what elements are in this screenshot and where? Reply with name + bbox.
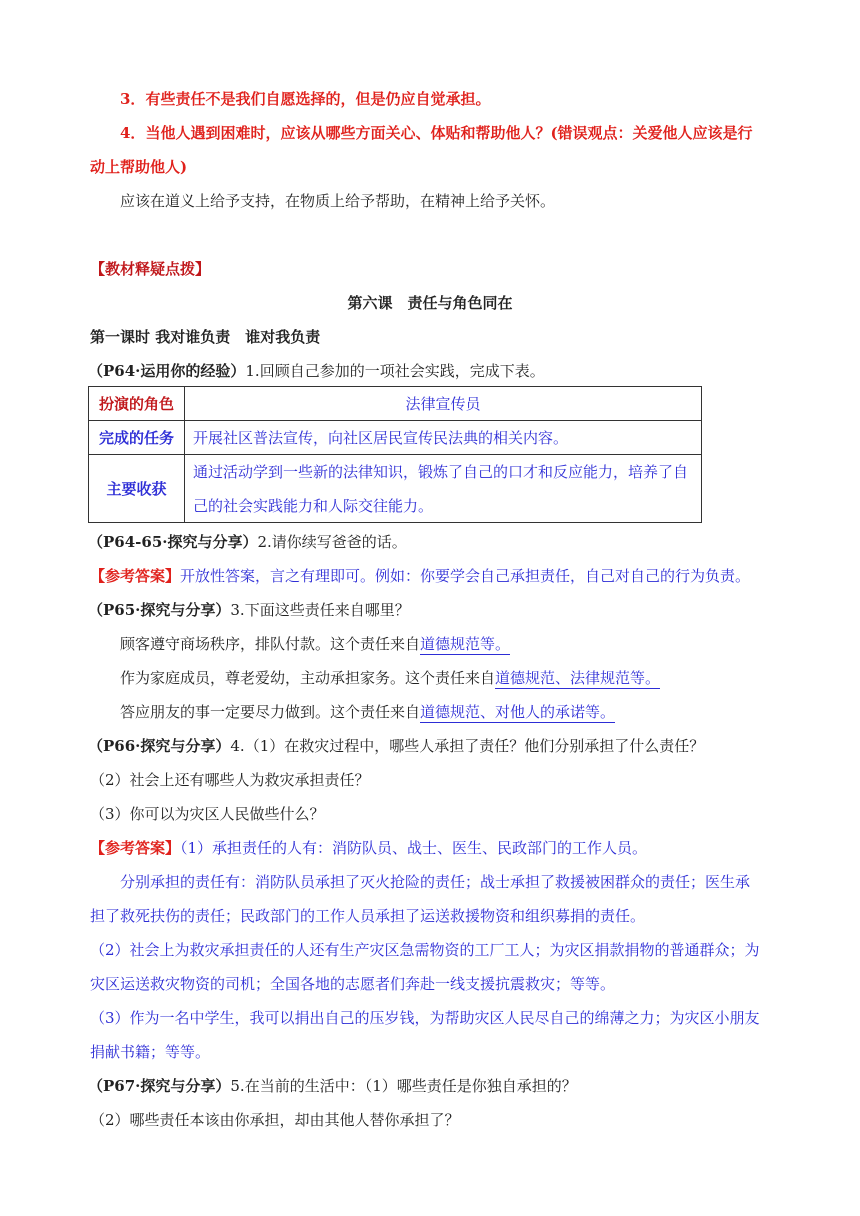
question-4-text-1: 4.（1）在救灾过程中，哪些人承担了责任？他们分别承担了什么责任？: [230, 737, 705, 755]
question-5-text-2: （2）哪些责任本该由你承担，却由其他人替你承担了？: [90, 1111, 460, 1129]
question-4-answer-2-line1: （2）社会上为救灾承担责任的人还有生产灾区急需物资的工厂工人；为灾区捐款捐物的普通群众；为: [90, 941, 760, 959]
point-4-line1: [120, 122, 753, 144]
question-3-text: 3.下面这些责任来自哪里？: [230, 601, 410, 619]
point-3: [120, 88, 490, 110]
question-2-answer: [90, 565, 750, 587]
point-4-number: 4．: [120, 124, 146, 142]
question-3: [88, 599, 410, 621]
question-4-answer-3-line2: 捐献书籍；等等。: [90, 1043, 211, 1061]
question-2-text: 2.请你续写爸爸的话。: [257, 533, 407, 551]
question-3-item-text: 答应朋友的事一定要尽力做到。这个责任来自: [120, 703, 421, 721]
question-4-answer-2-line2: 灾区运送救灾物资的司机；全国各地的志愿者们奔赴一线支援抗震救灾；等等。: [90, 975, 616, 993]
question-4-answer-1-text: （1）承担责任的人有：消防队员、战士、医生、民政部门的工作人员。: [180, 839, 648, 857]
point-3-number: 3．: [120, 90, 146, 108]
question-3-item-text: 顾客遵守商场秩序，排队付款。这个责任来自: [120, 635, 421, 653]
question-4-text-2: （2）社会上还有哪些人为救灾承担责任？: [90, 771, 370, 789]
question-4-text-3: （3）你可以为灾区人民做些什么？: [90, 805, 325, 823]
point-4-text: 当他人遇到困难时，应该从哪些方面关心、体贴和帮助他人？(错误观点：关爱他人应该是行: [145, 124, 753, 142]
answer-label: 【参考答案】: [90, 567, 181, 585]
table-row: [89, 455, 702, 523]
table-value-gain: [185, 455, 702, 523]
table-head-task: 完成的任务: [89, 421, 185, 455]
table-value-gain-line1: 通过活动学到一些新的法律知识，锻炼了自己的口才和反应能力，培养了自: [193, 462, 689, 481]
question-1: [88, 360, 545, 382]
question-5: [88, 1075, 577, 1097]
table-head-role: 扮演的角色: [89, 387, 185, 421]
table-row: [89, 387, 702, 421]
question-3-item-answer: 道德规范、对他人的承诺等。: [420, 703, 616, 721]
table-value-task: 开展社区普法宣传，向社区居民宣传民法典的相关内容。: [185, 421, 702, 455]
question-3-item-3: [120, 701, 615, 723]
question-2-answer-text: 开放性答案，言之有理即可。例如：你要学会自己承担责任，自己对自己的行为负责。: [180, 567, 751, 585]
table-row: [89, 421, 702, 455]
question-3-item-2: [120, 667, 660, 689]
table-head-gain: 主要收获: [89, 455, 185, 523]
table-value-gain-line2: 己的社会实践能力和人际交往能力。: [193, 496, 434, 515]
question-4: [88, 735, 704, 757]
point-4-answer: 应该在道义上给予支持，在物质上给予帮助，在精神上给予关怀。: [120, 192, 556, 210]
question-2: [88, 531, 407, 553]
question-4-answer-1b-line1: 分别承担的责任有：消防队员承担了灭火抢险的责任；战士承担了救援被困群众的责任；医生承: [120, 873, 751, 891]
question-3-item-answer: 道德规范等。: [420, 635, 511, 653]
question-4-answer-1: [90, 837, 647, 859]
table-value-role: 法律宣传员: [185, 387, 702, 421]
point-3-text: 有些责任不是我们自愿选择的，但是仍应自觉承担。: [145, 90, 491, 108]
practice-table: [88, 386, 702, 523]
question-1-tag: （P64·运用你的经验）: [88, 362, 246, 380]
question-4-answer-1b-line2: 担了救死扶伤的责任；民政部门的工作人员承担了运送救援物资和组织募捐的责任。: [90, 907, 646, 925]
question-1-text: 1.回顾自己参加的一项社会实践，完成下表。: [245, 362, 545, 380]
lesson-subtitle: 第一课时 我对谁负责 谁对我负责: [90, 328, 321, 346]
question-2-tag: （P64-65·探究与分享）: [88, 533, 258, 551]
answer-label: 【参考答案】: [90, 839, 181, 857]
question-3-item-answer: 道德规范、法律规范等。: [495, 669, 661, 687]
question-3-tag: （P65·探究与分享）: [88, 601, 231, 619]
question-3-item-text: 作为家庭成员，尊老爱幼，主动承担家务。这个责任来自: [120, 669, 496, 687]
question-4-tag: （P66·探究与分享）: [88, 737, 231, 755]
question-5-tag: （P67·探究与分享）: [88, 1077, 231, 1095]
section-label: 【教材释疑点拨】: [90, 260, 211, 278]
question-4-answer-3-line1: （3）作为一名中学生，我可以捐出自己的压岁钱，为帮助灾区人民尽自己的绵薄之力；为灾区小朋友: [90, 1009, 760, 1027]
point-4-line2: 动上帮助他人): [90, 158, 188, 176]
question-5-text-1: 5.在当前的生活中：（1）哪些责任是你独自承担的？: [230, 1077, 577, 1095]
question-3-item-1: [120, 633, 510, 655]
lesson-title: 第六课 责任与角色同在: [347, 294, 513, 312]
